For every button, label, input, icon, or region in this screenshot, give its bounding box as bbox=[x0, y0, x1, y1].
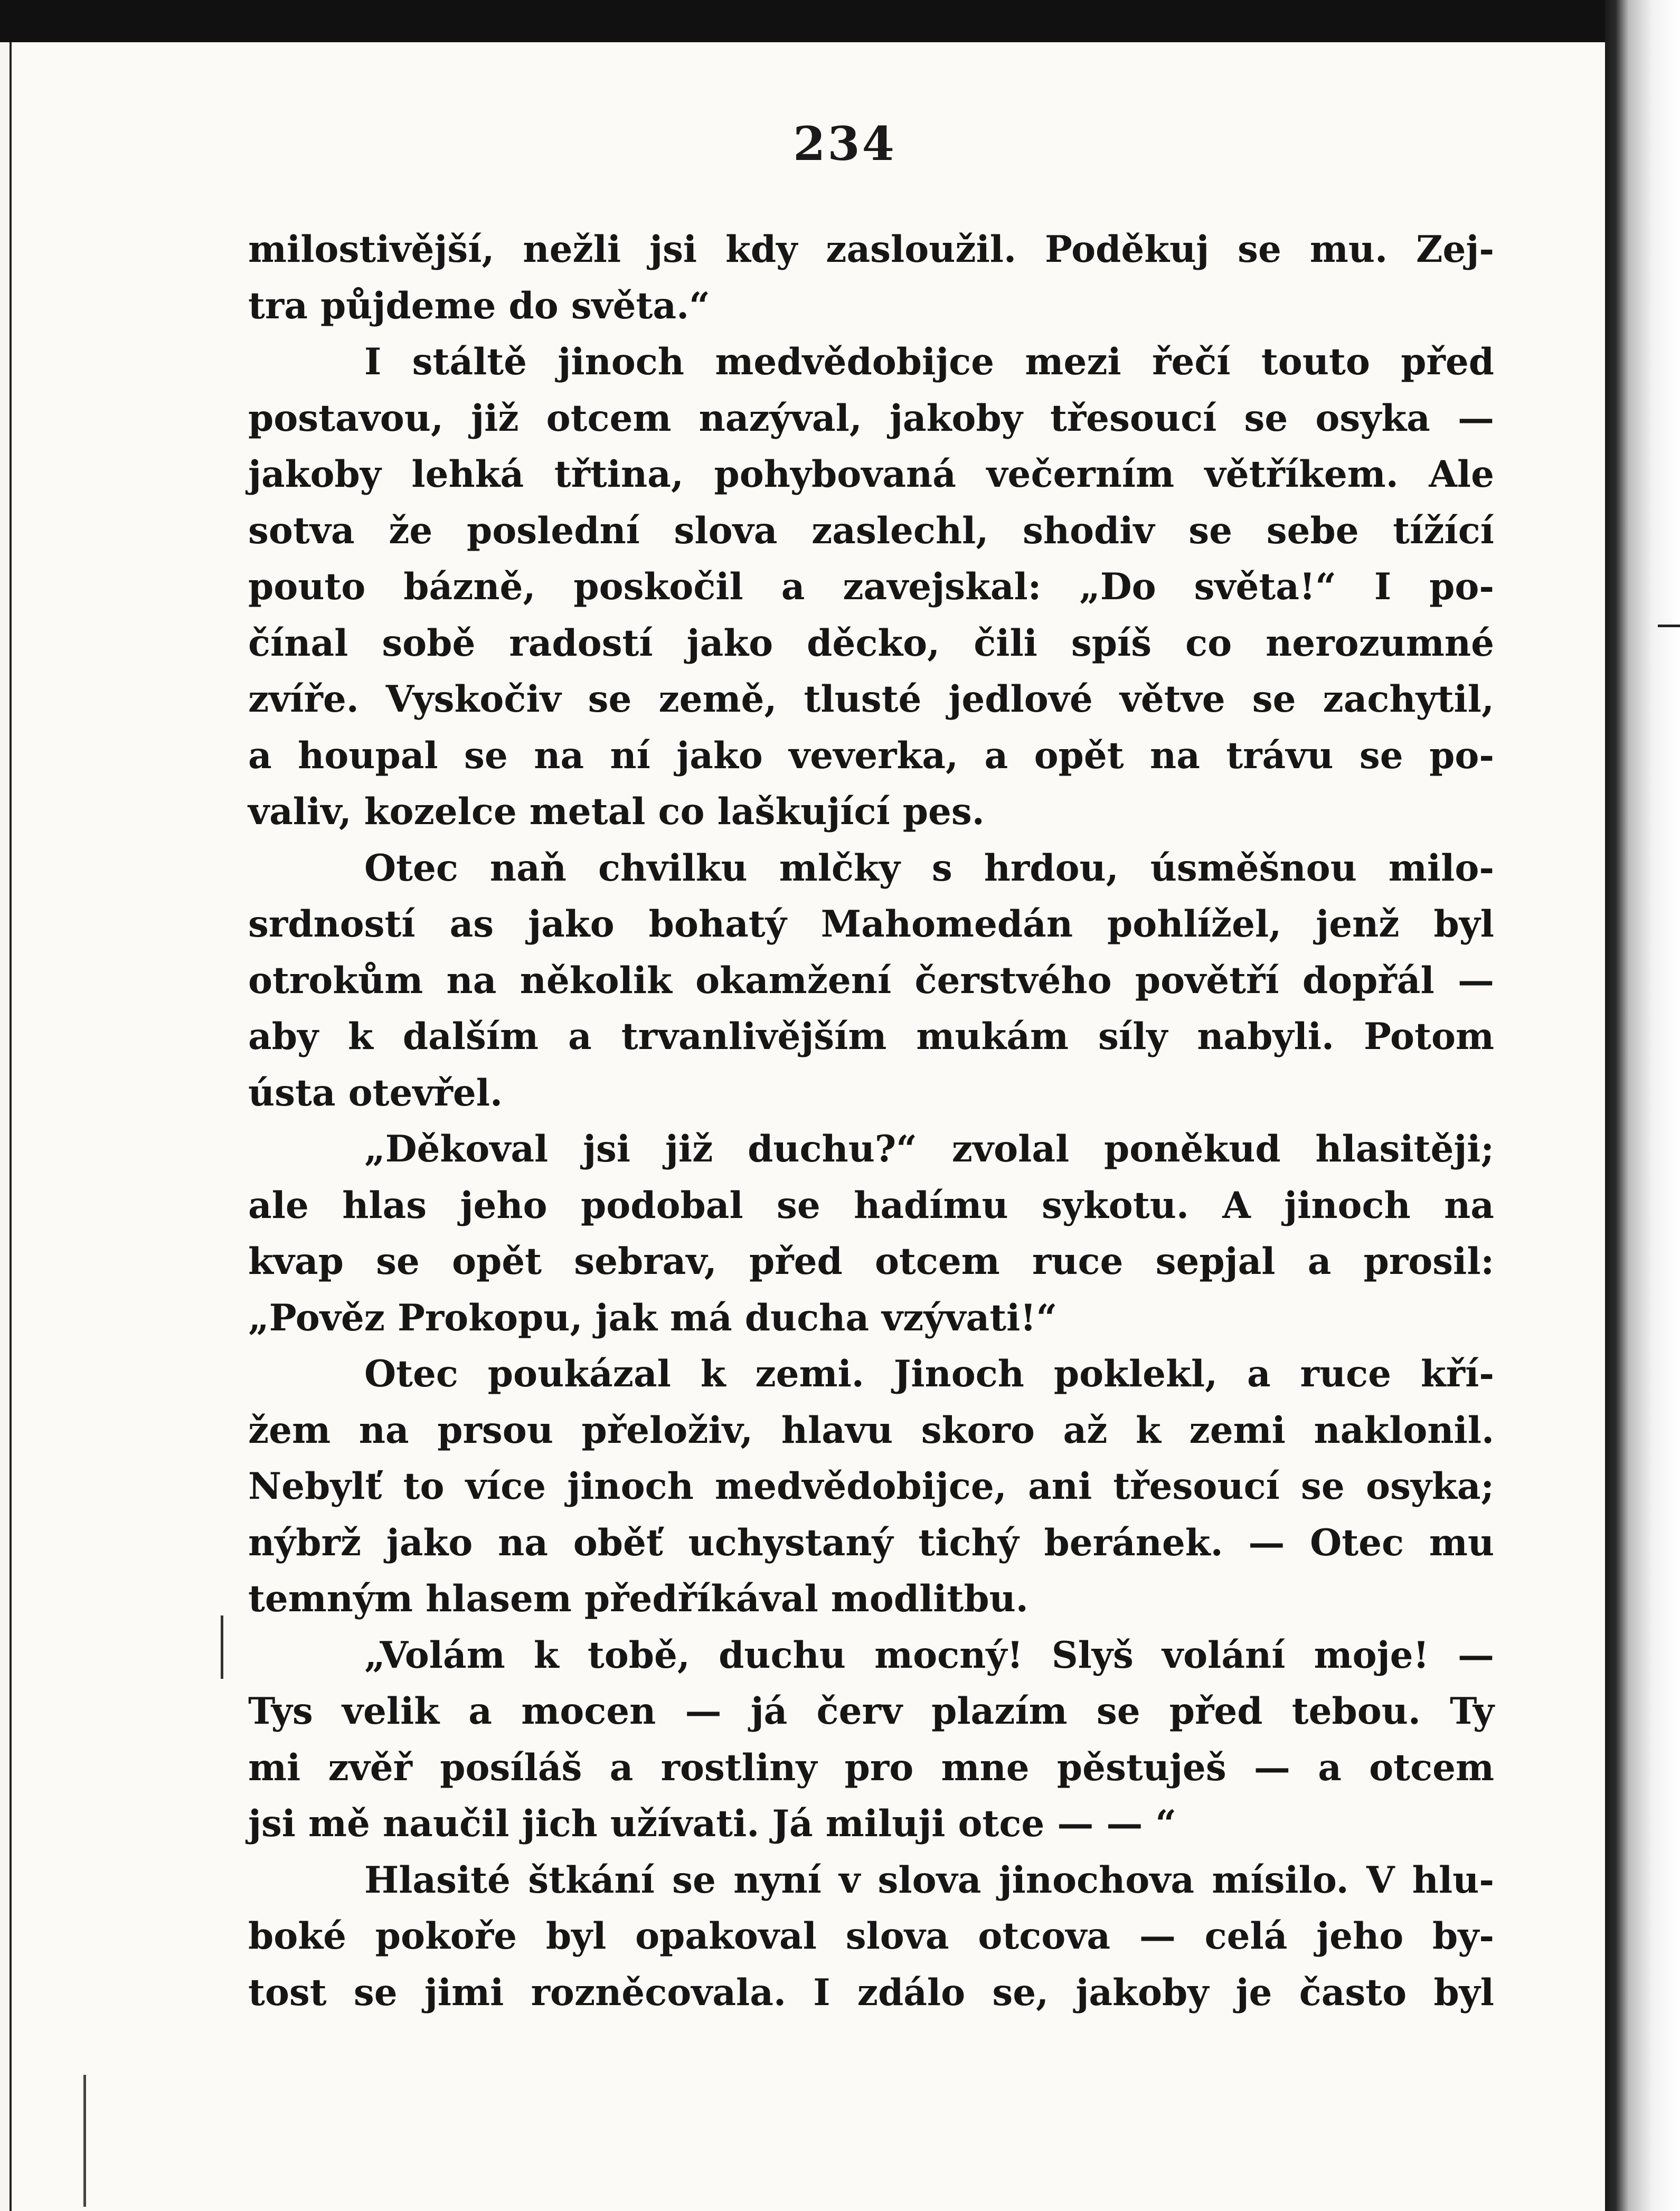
text-line: pouto bázně, poskočil a zavejskal: „Do světa!“ I po- bbox=[248, 565, 1494, 608]
page-number: 234 bbox=[793, 116, 896, 171]
text-line: žem na prsou přeloživ, hlavu skoro až k zemi naklonil. bbox=[248, 1409, 1494, 1452]
margin-mark bbox=[83, 2075, 86, 2207]
text-line: čínal sobě radostí jako děcko, čili spíš co nerozumné bbox=[248, 621, 1494, 665]
text-line: milostivější, nežli jsi kdy zasloužil. Poděkuj se mu. Zej- bbox=[248, 228, 1494, 271]
text-line: sotva že poslední slova zaslechl, shodiv se sebe tížící bbox=[248, 509, 1494, 552]
text-line: valiv, kozelce metal co laškující pes. bbox=[248, 790, 985, 833]
text-line: „Děkoval jsi již duchu?“ zvolal poněkud hlasitěji; bbox=[364, 1128, 1494, 1170]
text-line: kvap se opět sebrav, před otcem ruce sepjal a prosil: bbox=[248, 1240, 1494, 1283]
text-line: a houpal se na ní jako veverka, a opět na trávu se po- bbox=[248, 734, 1494, 777]
text-line: zvíře. Vyskočiv se země, tlusté jedlové větve se zachytil, bbox=[248, 678, 1494, 721]
text-line: Tys velik a mocen — já červ plazím se před tebou. Ty bbox=[248, 1690, 1494, 1733]
text-line: tra půjdeme do světa.“ bbox=[248, 284, 710, 327]
text-line: „Volám k tobě, duchu mocný! Slyš volání moje! — bbox=[364, 1633, 1494, 1677]
text-line: „Pověz Prokopu, jak má ducha vzývati!“ bbox=[248, 1296, 1058, 1339]
scan-top-border bbox=[0, 0, 1680, 42]
text-line: boké pokoře byl opakoval slova otcova — celá jeho by- bbox=[248, 1915, 1494, 1958]
text-line: jakoby lehká třtina, pohybovaná večerním větříkem. Ale bbox=[248, 453, 1494, 496]
text-line: Otec naň chvilku mlčky s hrdou, úsměšnou milo- bbox=[364, 846, 1494, 890]
margin-mark bbox=[221, 1615, 223, 1679]
text-line: aby k dalším a trvanlivějším mukám síly nabyli. Potom bbox=[248, 1015, 1494, 1058]
text-line: Hlasité štkání se nyní v slova jinochova mísilo. V hlu- bbox=[364, 1858, 1494, 1902]
text-line: srdností as jako bohatý Mahomedán pohlížel, jenž byl bbox=[248, 903, 1494, 946]
text-line: otrokům na několik okamžení čerstvého povětří dopřál — bbox=[248, 959, 1494, 1002]
text-line: I stáltě jinoch medvědobijce mezi řečí touto před bbox=[364, 341, 1494, 383]
text-line: jsi mě naučil jich užívati. Já miluji otce — — “ bbox=[248, 1802, 1177, 1845]
text-line: postavou, již otcem nazýval, jakoby třesoucí se osyka — bbox=[248, 396, 1494, 440]
text-line: mi zvěř posíláš a rostliny pro mne pěstuješ — a otcem bbox=[248, 1746, 1494, 1789]
text-line: tost se jimi rozněcovala. I zdálo se, jakoby je často byl bbox=[248, 1971, 1494, 2014]
text-line: ústa otevřel. bbox=[248, 1071, 503, 1114]
book-spine-edge bbox=[1605, 0, 1680, 2211]
text-line: ale hlas jeho podobal se hadímu sykotu. A jinoch na bbox=[248, 1184, 1494, 1227]
text-line: Otec poukázal k zemi. Jinoch poklekl, a ruce kří- bbox=[364, 1353, 1494, 1395]
text-line: Nebylť to více jinoch medvědobijce, ani třesoucí se osyka; bbox=[248, 1465, 1494, 1508]
text-line: temným hlasem předříkával modlitbu. bbox=[248, 1577, 1028, 1620]
body-text bbox=[248, 222, 1494, 2021]
scan-edge-mark bbox=[1658, 625, 1680, 627]
text-line: nýbrž jako na oběť uchystaný tichý beránek. — Otec mu bbox=[248, 1521, 1494, 1564]
